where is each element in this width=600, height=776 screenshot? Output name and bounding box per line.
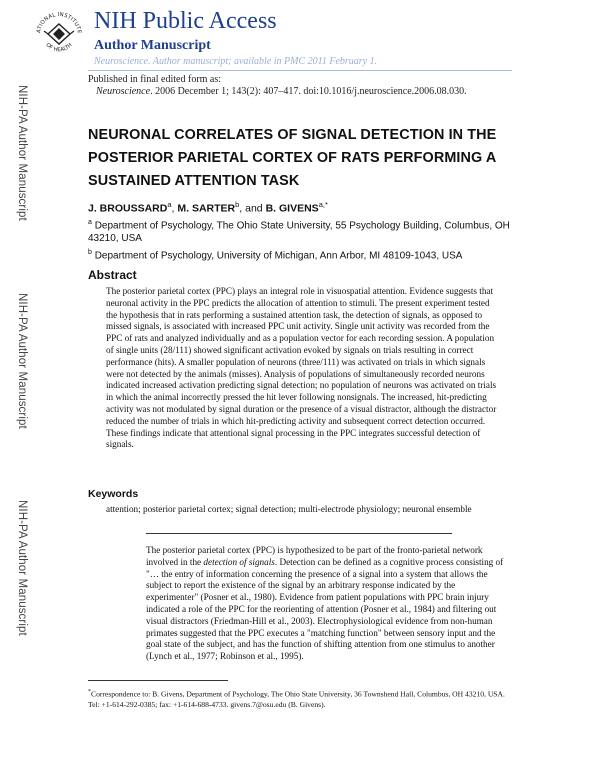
header-divider — [88, 70, 512, 71]
abstract-heading: Abstract — [88, 268, 137, 282]
author-affiliation-mark: a — [167, 200, 172, 209]
affiliation-mark: b — [88, 249, 92, 256]
sidebar-label-bottom: NIH-PA Author Manuscript — [16, 500, 28, 636]
sidebar-label-top: NIH-PA Author Manuscript — [16, 85, 28, 221]
nih-public-access-title: NIH Public Access — [94, 8, 277, 34]
nih-logo — [34, 8, 84, 58]
body-text-part: The posterior parietal cortex (PPC) is hypothesized to be part of the fronto-parietal network involved in the — [146, 545, 483, 567]
footnote-divider — [88, 680, 228, 681]
keywords-heading: Keywords — [88, 488, 139, 500]
eagle-emblem-icon — [44, 24, 74, 44]
author-affiliation-mark: b — [235, 200, 240, 209]
logo-text-top: ATIONAL INSTITUTE — [36, 11, 83, 35]
citation-line — [96, 86, 467, 97]
logo-text-bottom: OF HEALTH — [44, 42, 74, 54]
affiliation-text: Department of Psychology, The Ohio State University, 55 Psychology Building, Columbus, OH 43210, USA — [88, 220, 510, 245]
introduction-paragraph — [146, 545, 504, 663]
author-list — [88, 200, 328, 215]
keywords-text: attention; posterior parietal cortex; signal detection; multi-electrode physiology; neuronal ensemble — [106, 504, 472, 514]
body-text-part: . Detection can be defined as a cognitive process consisting of "… the entry of information concerning the presence of a signal into a system that allows the subject to report the existence of the signal by an arbitrary response indicated by the experimenter" (Posner et al., 1980). Evidence from patient populations with PPC brain injury indicated a role of the PPC for the reorienting of attention (Posner et al., 1984) and filtering out visual distractors (Friedman-Hill et al., 2003). Electrophysiological evidence from non-human primates suggested that the PPC executes a "matching function" between sensory input and the goal state of the subject, and has the function of shifting attention from one stimulus to another (Lynch et al., 1977; Robinson et al., 1995). — [146, 556, 504, 662]
availability-line — [94, 56, 377, 67]
author-name: M. SARTER — [177, 202, 236, 215]
author-affiliation-mark: a,* — [318, 200, 328, 209]
abstract-text: The posterior parietal cortex (PPC) plays an integral role in visuospatial attention. Evidence suggests that neuronal activity in the PPC predicts the allocation of attention to stimuli. The present experiment tested the hypothesis that in rats performing a sustained attention task, the detection of signals, as opposed to missed signals, is associated with increased PPC unit activity. Single unit activity was recorded from the PPC of rats and analyzed individually and as a population vector for each recording session. A population of single units (28/111) showed significant activation evoked by signals on trials resulting in correct performance (hits). A smaller population of neurons (three/111) was activated on trials in which signals were not detected by the animals (misses). Analysis of populations of simultaneously recorded neurons indicated increased activation predicting signal detection; no population of neurons was activated on trials in which the animal incorrectly pressed the hit lever following nonsignals. The increased, hit-predicting activity was not modulated by signal duration or the presence of a visual distractor, although the distractor reduced the number of trials in which hit-predicting activity and subsequent correct detection occurred. These findings indicate that attentional signal processing in the PPC integrates successful detection of signals. — [106, 286, 497, 450]
author-name: B. GIVENS — [265, 202, 319, 215]
affiliation-text: Department of Psychology, University of Michigan, Ann Arbor, MI 48109-1043, USA — [94, 250, 463, 262]
footnote-mark: * — [88, 689, 91, 695]
paper-title: NEURONAL CORRELATES OF SIGNAL DETECTION IN THE POSTERIOR PARIETAL CORTEX OF RATS PERFORMING A SUSTAINED ATTENTION TASK — [88, 127, 497, 189]
affiliation-a — [88, 216, 518, 245]
sidebar-label-middle: NIH-PA Author Manuscript — [16, 293, 28, 429]
author-separator: , — [171, 202, 178, 215]
published-label: Published in final edited form as: — [88, 74, 222, 85]
affiliation-b — [88, 246, 518, 262]
author-name: J. BROUSSARD — [88, 202, 168, 215]
availability-text: . Author manuscript; available in PMC 2011 February 1. — [148, 56, 378, 67]
affiliation-mark: a — [88, 219, 92, 226]
author-manuscript-label: Author Manuscript — [94, 38, 211, 53]
citation-journal: Neuroscience — [96, 86, 151, 97]
availability-journal: Neuroscience — [94, 56, 149, 67]
body-emphasis: detection of signals — [203, 556, 275, 567]
section-divider — [146, 533, 452, 534]
citation-details: . 2006 December 1; 143(2): 407–417. doi:10.1016/j.neuroscience.2006.08.030. — [150, 86, 467, 97]
correspondence-footnote — [88, 687, 518, 711]
author-separator: , and — [239, 202, 266, 215]
footnote-text: Correspondence to: B. Givens, Department of Psychology, The Ohio State University, 36 Townshend Hall, Columbus, OH 43210, USA. Tel: +1-614-292-0385; fax: +1-614-688-4733. givens.7@osu.edu (B. Givens). — [88, 689, 505, 710]
